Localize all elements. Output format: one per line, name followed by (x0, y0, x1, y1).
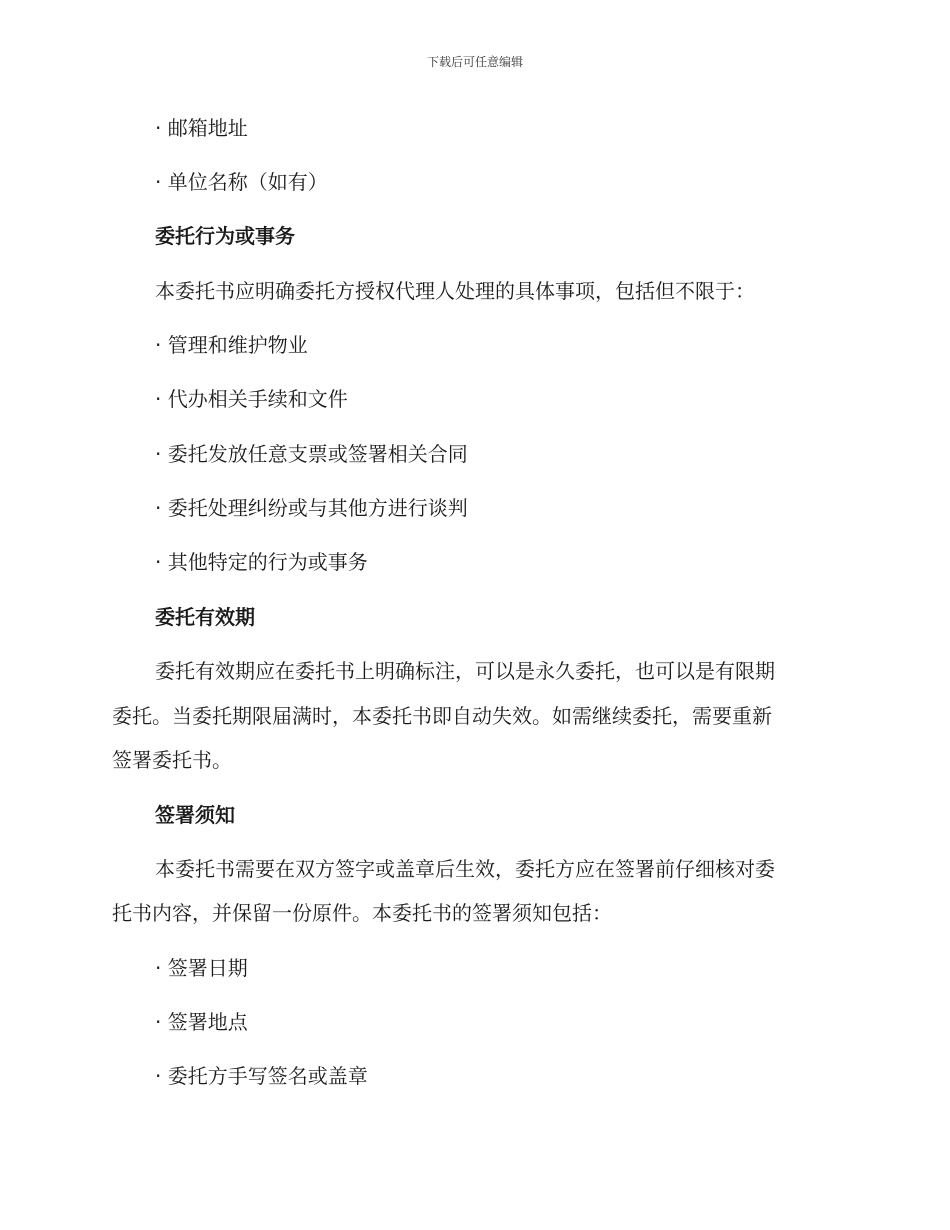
paragraph-validity-line1: 委托有效期应在委托书上明确标注，可以是永久委托，也可以是有限期 (155, 659, 775, 683)
list-item-date: · 签署日期 (155, 956, 248, 980)
section-heading-matters: 委托行为或事务 (155, 224, 295, 248)
list-item-manage: · 管理和维护物业 (155, 333, 308, 357)
list-item-procedures: · 代办相关手续和文件 (155, 387, 348, 411)
paragraph-signing-line2: 托书内容，并保留一份原件。本委托书的签署须知包括： (112, 901, 612, 925)
list-item-disputes: · 委托处理纠纷或与其他方进行谈判 (155, 496, 468, 520)
list-item-cheques: · 委托发放任意支票或签署相关合同 (155, 442, 468, 466)
list-item-signature: · 委托方手写签名或盖章 (155, 1064, 368, 1088)
section-heading-signing: 签署须知 (155, 803, 235, 827)
list-item-organization: · 单位名称（如有） (155, 170, 328, 194)
paragraph-signing-line1: 本委托书需要在双方签字或盖章后生效，委托方应在签署前仔细核对委 (155, 857, 775, 881)
page-header: 下载后可任意编辑 (426, 55, 523, 69)
paragraph-validity-line3: 签署委托书。 (112, 748, 232, 772)
paragraph-matters-intro: 本委托书应明确委托方授权代理人处理的具体事项，包括但不限于： (155, 279, 755, 303)
paragraph-validity-line2: 委托。当委托期限届满时，本委托书即自动失效。如需继续委托，需要重新 (112, 704, 772, 728)
section-heading-validity: 委托有效期 (155, 605, 255, 629)
list-item-other: · 其他特定的行为或事务 (155, 550, 368, 574)
list-item-email: · 邮箱地址 (155, 116, 248, 140)
list-item-place: · 签署地点 (155, 1010, 248, 1034)
